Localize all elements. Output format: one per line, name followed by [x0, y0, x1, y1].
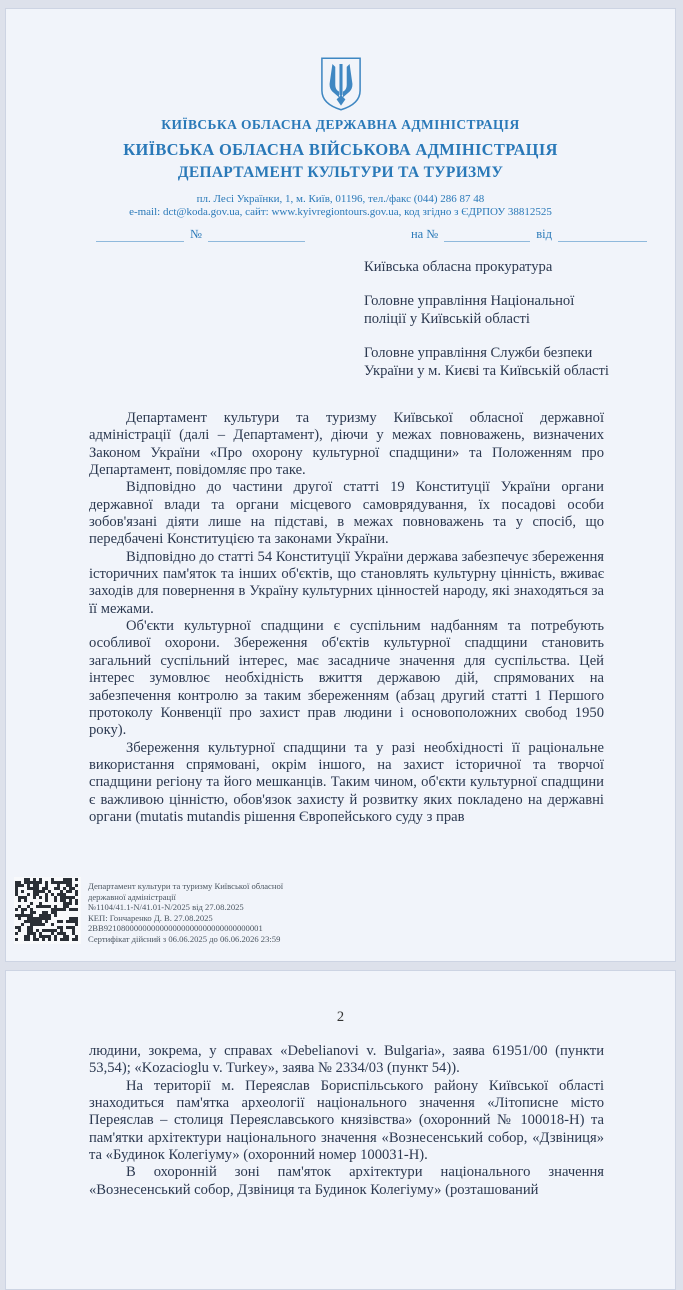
paragraph: На території м. Переяслав Бориспільського району Київської області знаходиться пам'ятка археології національного значення «Літописне місто Переяслав – столиця Переяславського князівства» (охоронний № 100018-Н) та пам'ятки архітектури національного значення «Вознесенський собор, «Дзвіниця» та «Будинок Колегіуму» (охоронний номер 100031-Н).	[89, 1077, 604, 1164]
paragraph: В охоронній зоні пам'яток архітектури національного значення «Вознесенський собор, Дзвіниця та Будинок Колегіуму» (розташований	[89, 1164, 604, 1198]
paragraph: Збереження культурної спадщини та у разі необхідності її раціональне використання спрямовані, окрім іншого, на захист історичної та творчої спадщини регіону та його мешканців. Таким чином, об'єкти культурної спадщини є важливою цінністю, обов'язок захисту й розвитку яких покладено на державні органи (mutatis mutandis рішення Європейського суду з прав	[89, 739, 604, 825]
document-page-2	[5, 970, 676, 1290]
reference-number-line	[96, 227, 647, 242]
ref-na-label: на №	[410, 227, 439, 241]
ukraine-trident-emblem-icon	[320, 56, 362, 117]
letter-body-page1	[89, 410, 604, 826]
ref-blank-1	[96, 227, 184, 242]
stamp-signer: КЕП: Гончаренко Д. В. 27.08.2025	[88, 912, 213, 923]
qr-code-icon	[14, 877, 81, 944]
org-name-department: ДЕПАРТАМЕНТ КУЛЬТУРИ ТА ТУРИЗМУ	[177, 164, 504, 181]
recipient-police: Головне управління Національної поліції у Київській області	[364, 293, 575, 327]
paragraph: Департамент культури та туризму Київської обласної державної адміністрації (далі – Департамент), діючи у межах повноважень, визначених Законом України «Про охорону культурної спадщини» та Положенням про Департамент, повідомляє про таке.	[89, 410, 604, 479]
paragraph-continuation: людини, зокрема, у справах «Debelianovi v. Bulgaria», заява 61951/00 (пункти 53,54); «Kozacioglu v. Turkey», заява № 2334/03 (пункт 54)).	[89, 1043, 604, 1077]
page-number: 2	[336, 1009, 345, 1025]
paragraph: Відповідно до статті 54 Конституції України держава забезпечує збереження історичних пам'яток та інших об'єктів, що становлять культурну цінність, вживає заходів для повернення в Україну культурних цінностей народу, які знаходяться за її межами.	[89, 548, 604, 617]
stamp-certificate: Сертифікат дійсний з 06.06.2025 до 06.06.2026 23:59	[88, 933, 281, 944]
signature-stamp-text	[88, 881, 316, 945]
org-name-military-administration: КИЇВСЬКА ОБЛАСНА ВІЙСЬКОВА АДМІНІСТРАЦІЯ	[123, 140, 558, 159]
paragraph: Об'єкти культурної спадщини є суспільним надбанням та потребують особливої охорони. Збереження об'єктів культурної спадщини становить загальний суспільний інтерес, має засадниче значення для суспільства. Цей інтерес зумовлює необхідність вжиття державою дій, спрямованих на забезпечення контролю за таким збереженням (абзац другий статті 1 Першого протоколу Конвенції про захист прав людини і основоположних свобод 1950 року).	[89, 618, 604, 739]
org-address: пл. Лесі Українки, 1, м. Київ, 01196, тел./факс (044) 286 87 48	[196, 193, 485, 205]
org-name-state-administration: КИЇВСЬКА ОБЛАСНА ДЕРЖАВНА АДМІНІСТРАЦІЯ	[161, 117, 520, 132]
recipient-prosecutor: Київська обласна прокуратура	[364, 259, 553, 275]
letter-body-page2	[89, 1043, 604, 1199]
digital-signature-stamp	[14, 877, 316, 945]
stamp-key-id: 2BB9210800000000000000000000000000000001	[88, 923, 263, 934]
paragraph: Відповідно до частини другої статті 19 Конституції України органи державної влади та органи місцевого самоврядування, їх посадові особи зобов'язані діяти лише на підставі, в межах повноважень та у спосіб, що передбачені Конституцією та законами України.	[89, 479, 604, 548]
document-page-1	[5, 8, 676, 962]
stamp-org: Департамент культури та туризму Київської обласної державної адміністрації	[88, 881, 284, 902]
ref-blank-4	[558, 227, 647, 242]
ref-blank-3	[444, 227, 530, 242]
ref-no-label: №	[190, 227, 202, 241]
stamp-doc-number: №1104/41.1-N/41.01-N/2025 від 27.08.2025	[88, 902, 244, 913]
ref-blank-2	[208, 227, 305, 242]
recipients-block	[364, 259, 609, 397]
org-contacts: e-mail: dct@koda.gov.ua, сайт: www.kyivregiontours.gov.ua, код згідно з ЄДРПОУ 38812525	[129, 206, 552, 218]
recipient-security-service: Головне управління Служби безпеки України у м. Києві та Київській області	[364, 345, 609, 379]
ref-vid-label: від	[536, 227, 552, 241]
